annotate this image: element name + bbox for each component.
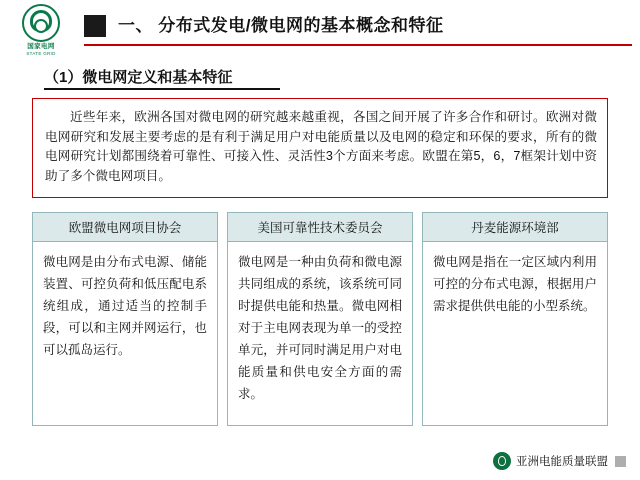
definition-column-denmark — [422, 212, 608, 426]
paragraph-box — [32, 98, 608, 198]
page-header — [0, 0, 640, 56]
paragraph-text: 近些年来，欧洲各国对微电网的研究越来越重视，各国之间开展了许多合作和研讨。欧洲对微电网研究和发展主要考虑的是有利于满足用户对电能质量以及电网的稳定和环保的要求，所有的微电网研究计划都围绕着可靠性、可接入性、灵活性3个方面来考虑。欧盟在第5，6，7框架计划中资助了多个微电网项目。 — [45, 110, 597, 183]
state-grid-logo — [10, 4, 72, 54]
footer-badge — [493, 452, 626, 470]
state-grid-emblem-icon — [22, 4, 60, 42]
section-subtitle: （1）微电网定义和基本特征 — [44, 69, 233, 86]
section-subtitle-divider — [44, 88, 280, 90]
column-body: 微电网是由分布式电源、储能装置、可控负荷和低压配电系统组成，通过适当的控制手段，可以和主网并网运行，也可以孤岛运行。 — [32, 242, 218, 426]
column-header: 美国可靠性技术委员会 — [227, 212, 413, 242]
title-bar — [84, 12, 632, 42]
qr-mark-icon — [615, 456, 626, 467]
column-body: 微电网是指在一定区域内利用可控的分布式电源，根据用户需求提供供电能的小型系统。 — [422, 242, 608, 426]
definition-column-eu — [32, 212, 218, 426]
title-divider — [84, 44, 632, 46]
column-header: 欧盟微电网项目协会 — [32, 212, 218, 242]
column-header: 丹麦能源环境部 — [422, 212, 608, 242]
definition-columns — [32, 212, 608, 426]
page-title: 一、 分布式发电/微电网的基本概念和特征 — [118, 16, 444, 35]
logo-label-en: STATE GRID — [26, 51, 56, 56]
alliance-logo-icon — [493, 452, 511, 470]
title-bullet-icon — [84, 15, 106, 37]
footer-label: 亚洲电能质量联盟 — [516, 456, 608, 468]
logo-label-cn: 国家电网 — [27, 43, 55, 50]
definition-column-us — [227, 212, 413, 426]
column-body: 微电网是一种由负荷和微电源共同组成的系统，该系统可同时提供电能和热量。微电网相对于主电网表现为单一的受控单元，并可同时满足用户对电能质量和供电安全方面的需求。 — [227, 242, 413, 426]
